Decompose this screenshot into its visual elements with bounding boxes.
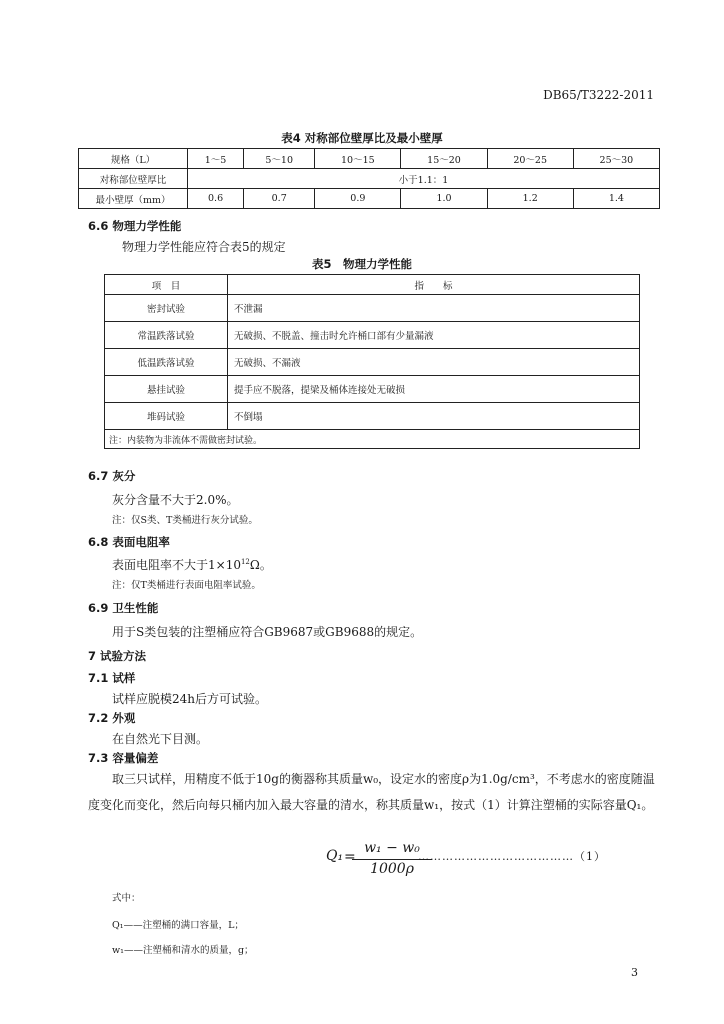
formula-number: （1）: [574, 850, 606, 863]
table5-value: 提手应不脱落，提梁及桶体连接处无破损: [228, 376, 640, 403]
text-7-1: 试样应脱模24h后方可试验。: [112, 692, 267, 706]
table4-cell: 0.9: [315, 189, 401, 209]
table4-row1-label: 对称部位壁厚比: [79, 169, 188, 189]
text-6-8: [112, 556, 272, 573]
table4-col: 25～30: [573, 149, 659, 169]
formula-denominator: 1000ρ: [370, 861, 414, 877]
table5-item: 悬挂试验: [105, 376, 228, 403]
exponent: 12: [240, 558, 250, 566]
formula-equals: =: [344, 849, 356, 865]
table4-col: 5～10: [244, 149, 315, 169]
formula-numerator: w₁ − w₀: [364, 840, 420, 856]
heading-6-7: 6.7 灰分: [88, 469, 136, 483]
leader-dots: …………………………………: [418, 850, 574, 863]
formula-lhs: Q₁: [326, 848, 344, 864]
where-item: w₁——注塑桶和清水的质量，g；: [112, 945, 254, 956]
table5-item: 常温跌落试验: [105, 322, 228, 349]
text-6-8-pre: 表面电阻率不大于1×10: [112, 558, 241, 572]
table4-col: 10～15: [315, 149, 401, 169]
table5-caption: 表5 物理力学性能: [311, 257, 412, 271]
table4-col: 20～25: [487, 149, 573, 169]
text-6-9: 用于S类包装的注塑桶应符合GB9687或GB9688的规定。: [112, 625, 423, 639]
table5-head-index: 指 标: [228, 275, 640, 295]
heading-6-8: 6.8 表面电阻率: [88, 535, 170, 549]
table5-item: 密封试验: [105, 295, 228, 322]
table4-cell: 1.4: [573, 189, 659, 209]
page-number: 3: [631, 966, 638, 979]
table4-col: 1～5: [188, 149, 244, 169]
table4: [78, 148, 660, 209]
table5-value: 无破损、不脱盖、撞击时允许桶口部有少量漏液: [228, 322, 640, 349]
table4-caption: 表4 对称部位壁厚比及最小壁厚: [281, 131, 443, 145]
paragraph-7-3: 取三只试样，用精度不低于10g的衡器称其质量w₀，设定水的密度ρ为1.0g/cm³，不考虑水的密度随温度变化而变化，然后向每只桶内加入最大容量的清水，称其质量w₁，按式（1）计算注塑桶的实际容量Q₁。: [88, 772, 655, 812]
table5-item: 堆码试验: [105, 403, 228, 430]
note-6-8: 注：仅T类桶进行表面电阻率试验。: [112, 580, 261, 591]
table5: [104, 274, 640, 449]
heading-7: 7 试验方法: [88, 649, 147, 663]
heading-6-9: 6.9 卫生性能: [88, 601, 159, 615]
heading-6-6: 6.6 物理力学性能: [88, 219, 182, 233]
table4-col: 15～20: [401, 149, 487, 169]
where-label: 式中：: [112, 893, 141, 904]
formula-leader: [418, 848, 606, 864]
table4-row1-value: 小于1.1：1: [188, 169, 660, 189]
table4-header-label: 规格（L）: [79, 149, 188, 169]
table4-row2-label: 最小壁厚（mm）: [79, 189, 188, 209]
text-6-7: 灰分含量不大于2.0%。: [112, 493, 239, 507]
heading-7-1: 7.1 试样: [88, 671, 136, 685]
heading-7-2: 7.2 外观: [88, 711, 136, 725]
text-6-8-post: Ω。: [249, 558, 272, 572]
where-item: Q₁——注塑桶的满口容量，L；: [112, 920, 244, 931]
table5-head-item: 项 目: [105, 275, 228, 295]
table4-cell: 1.0: [401, 189, 487, 209]
table4-cell: 0.7: [244, 189, 315, 209]
table5-item: 低温跌落试验: [105, 349, 228, 376]
heading-7-3: 7.3 容量偏差: [88, 751, 159, 765]
table4-cell: 0.6: [188, 189, 244, 209]
table4-cell: 1.2: [487, 189, 573, 209]
table5-note: 注：内装物为非流体不需做密封试验。: [105, 430, 640, 449]
table5-value: 无破损、不漏液: [228, 349, 640, 376]
table5-value: 不倒塌: [228, 403, 640, 430]
text-6-6: 物理力学性能应符合表5的规定: [122, 240, 286, 254]
table5-value: 不泄漏: [228, 295, 640, 322]
doc-number: DB65/T3222-2011: [543, 88, 654, 102]
note-6-7: 注：仅S类、T类桶进行灰分试验。: [112, 515, 258, 526]
text-7-2: 在自然光下目测。: [112, 732, 209, 746]
